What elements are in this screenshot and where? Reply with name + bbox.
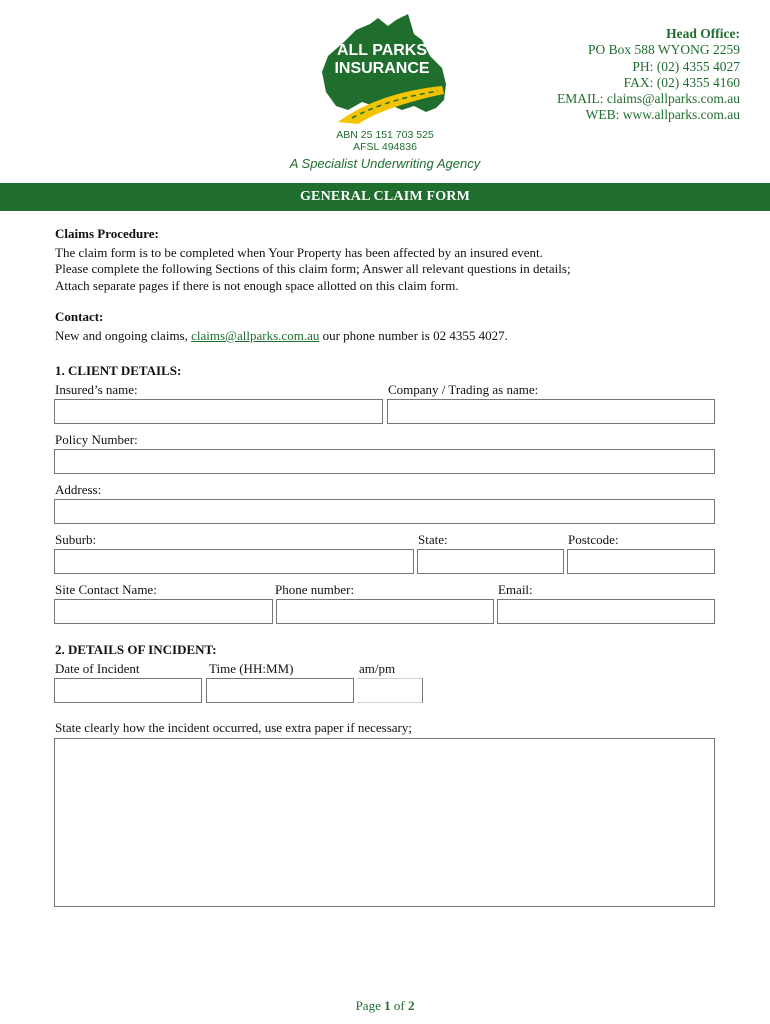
logo-text-line1: ALL PARKS xyxy=(336,42,428,59)
company-name-label: Company / Trading as name: xyxy=(388,382,539,397)
suburb-label: Suburb: xyxy=(55,532,97,547)
postcode-field[interactable] xyxy=(567,549,715,574)
site-contact-field[interactable] xyxy=(54,599,273,624)
ampm-field[interactable] xyxy=(357,678,423,703)
postcode-label: Postcode: xyxy=(568,532,619,547)
procedure-line: Attach separate pages if there is not enough space allotted on this claim form. xyxy=(55,278,459,293)
page-prefix: Page xyxy=(355,998,385,1013)
office-email: EMAIL: claims@allparks.com.au xyxy=(556,91,740,107)
abn-number: ABN 25 151 703 525 xyxy=(336,129,434,141)
claims-email-link[interactable]: claims@allparks.com.au xyxy=(191,328,320,343)
state-field[interactable] xyxy=(417,549,564,574)
incident-description-field[interactable] xyxy=(54,738,715,907)
phone-number-label: Phone number: xyxy=(275,582,355,597)
tagline: A Specialist Underwriting Agency xyxy=(289,156,481,171)
incident-details-heading: 2. DETAILS OF INCIDENT: xyxy=(55,642,217,657)
office-po-box: PO Box 588 WYONG 2259 xyxy=(587,42,740,58)
office-phone: PH: (02) 4355 4027 xyxy=(632,58,740,74)
office-fax: FAX: (02) 4355 4160 xyxy=(623,74,740,90)
procedure-line: The claim form is to be completed when Your Property has been affected by an insured event. xyxy=(55,245,543,260)
policy-number-field[interactable] xyxy=(54,449,715,474)
all-parks-insurance-logo xyxy=(318,14,450,124)
state-label: State: xyxy=(418,532,448,547)
contact-prefix: New and ongoing claims, xyxy=(55,328,192,343)
page-of: of xyxy=(390,998,408,1013)
insured-name-field[interactable] xyxy=(54,399,383,424)
address-label: Address: xyxy=(55,482,102,497)
form-title-banner: GENERAL CLAIM FORM xyxy=(0,183,770,211)
afsl-number: AFSL 494836 xyxy=(353,141,417,153)
page-indicator xyxy=(0,998,770,1014)
client-details-heading: 1. CLIENT DETAILS: xyxy=(55,363,182,378)
page-current: 1 xyxy=(384,998,391,1013)
procedure-line: Please complete the following Sections of this claim form; Answer all relevant questions in details; xyxy=(55,261,571,276)
email-field[interactable] xyxy=(497,599,715,624)
date-of-incident-label: Date of Incident xyxy=(55,661,140,676)
time-field[interactable] xyxy=(206,678,354,703)
policy-number-label: Policy Number: xyxy=(55,432,138,447)
site-contact-label: Site Contact Name: xyxy=(55,582,157,597)
insured-name-label: Insured’s name: xyxy=(55,382,138,397)
time-label: Time (HH:MM) xyxy=(209,661,294,676)
date-of-incident-field[interactable] xyxy=(54,678,202,703)
email-label: Email: xyxy=(498,582,533,597)
address-field[interactable] xyxy=(54,499,715,524)
claims-procedure-heading: Claims Procedure: xyxy=(55,226,159,241)
phone-number-field[interactable] xyxy=(276,599,494,624)
contact-heading: Contact: xyxy=(55,309,104,324)
ampm-label: am/pm xyxy=(359,661,396,676)
page-total: 2 xyxy=(407,998,415,1013)
office-web: WEB: www.allparks.com.au xyxy=(585,107,740,123)
suburb-field[interactable] xyxy=(54,549,414,574)
contact-line xyxy=(55,328,508,345)
abn-block xyxy=(300,129,470,153)
logo-text-line2: INSURANCE xyxy=(334,60,430,77)
company-name-field[interactable] xyxy=(387,399,715,424)
head-office-title: Head Office: xyxy=(666,26,740,41)
contact-suffix: our phone number is 02 4355 4027. xyxy=(319,328,508,343)
incident-description-label: State clearly how the incident occurred, use extra paper if necessary; xyxy=(55,720,412,735)
head-office-block xyxy=(557,26,740,124)
